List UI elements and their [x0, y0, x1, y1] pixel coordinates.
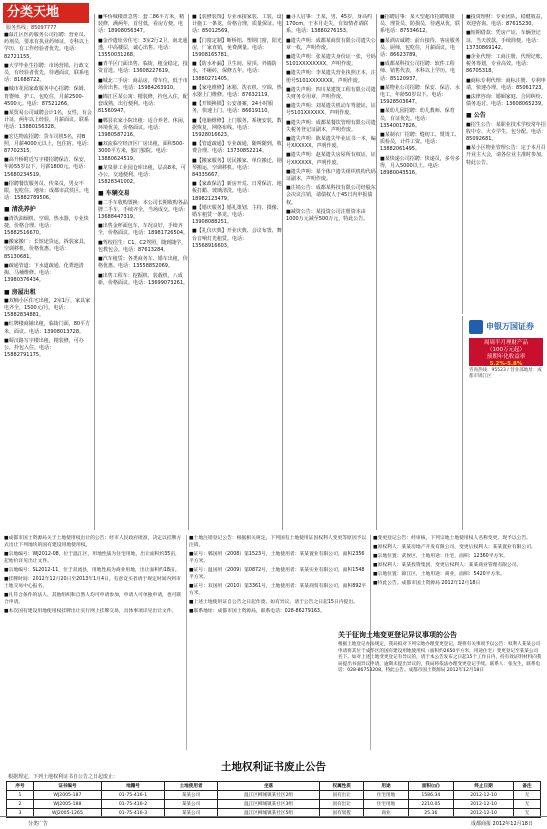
notice-paragraph: ■宗地编号：SL2012-11，位于双流县，用地性质为商业用地，出让面积约18亩。	[4, 568, 180, 573]
classified-item: ■【电脑维修】上门服务，系统安装，数据恢复，网络布线。电话：15928016623。	[192, 117, 282, 139]
notice-paragraph: ■特此公告。成都市国土资源局 2012年12月18日	[373, 581, 481, 586]
table-header-row	[7, 782, 541, 791]
classified-item: ■汽车租赁：各类商务车、婚车出租，价格优惠。电话：13558852069。	[98, 256, 188, 270]
classified-item: ■招生公告：某职业技术学校常年招收中专、大专学生，包分配。电话：85092681。	[466, 121, 547, 143]
classified-item: ■郫县农家小院出租：适合养老、休闲，环境优美，价格面议。电话：13980587216。	[98, 117, 188, 139]
classified-item: ■减资公告：某投资公司注册资本由1000万元减至500万元，特此公告。	[286, 208, 369, 223]
table-cell: 住宅用地	[364, 791, 408, 800]
notice-paragraph: ■证号：双国用（2010）第3361号，土地使用者：某某商贸有限公司，面积892平方米。	[189, 584, 367, 596]
classified-column-4	[282, 14, 376, 530]
table-cell: 无	[514, 800, 541, 809]
classified-item: ■出售金杯面包车，车况良好，手续齐全，价格面议。电话：18981726504。	[98, 223, 188, 237]
hotline: 服务热线：85097777	[6, 25, 57, 31]
classified-item: ■某酒店诚聘：前台接待、客房服务员、厨师，包吃住，月薪面议。电话：86623789。	[380, 37, 460, 59]
classified-item: ■城北二手房：商品房，带车位，低于市场价出售。电话：15984263910。	[98, 77, 188, 91]
classified-column-1	[4, 32, 92, 530]
classified-item: ■遗失声明：张某遗失身份证一张，号码5101XXXXXXXX，声明作废。	[286, 54, 376, 68]
classified-item: ■某快递公司招聘：快递员，多劳多得，月入5000以上。电话：18980043516。	[380, 155, 460, 177]
table-cell: 某某公司	[165, 800, 218, 809]
notice-paragraph: ■宗地位置：锦江区，土地用途：商业，面积：5420平方米。	[373, 572, 505, 577]
section-title: 分类天地	[3, 3, 89, 23]
classified-item: ■【开锁换锁】公安备案，24小时服务，快速上门。电话：86619110。	[192, 101, 274, 115]
notice-paragraph: ■联系地址：成都市国土资源局，联系电话：028-86279163。	[189, 609, 325, 614]
classified-item: ■红牌楼商铺出租，临街门面，80平方米，面议。电话：13908013728。	[4, 321, 91, 335]
section-heading: ■ 房屋出租	[4, 288, 36, 296]
ad-note: 咨询热线：95523 / 营业部地址：成都市锦江区	[469, 368, 542, 379]
table-cell: 3	[7, 809, 34, 818]
table-cell: 国有出让	[320, 800, 364, 809]
section-heading: ■ 车辆交易	[98, 190, 130, 198]
section-heading: ■ 公告	[466, 112, 486, 120]
table-header: 坐落	[218, 782, 320, 791]
classified-item: ■青羊区门面出售，临街，租金稳定，投资首选。电话：13608227619。	[98, 61, 188, 75]
table-cell: 1586.34	[408, 791, 453, 800]
change-notice-title: 关于征询土地变更登记异议事项的公告	[338, 631, 457, 639]
classified-item: ■清洗油烟机、空调、热水器，专业快捷，价格合理。电话：15882516670。	[4, 215, 89, 237]
classified-item: ■招聘餐饮服务员、传菜员，男女不限，包吃住。地址：成都市武侯区。电话：15882789506。	[4, 180, 90, 202]
notice-paragraph: ■土地注销登记公告：根据相关规定，下列国有土地使用证因权利人变更等原因予以注销。	[189, 536, 367, 548]
notice-paragraph: ■宗地编号：WJ2012-08，位于温江区，用地性质为住宅用地，出让面积约35亩，起始价详见出让文件。	[4, 552, 180, 564]
classified-item: ■招聘启事：某大型超市招聘收银员、理货员、防损员，待遇从优，联系电话：87534612。	[380, 14, 461, 35]
footer-section: 分类广告	[28, 821, 49, 827]
table-cell: 温江区柳城镇某社区3组	[218, 800, 320, 809]
classified-item: ■遗失声明：刘某遗失机动车驾驶证，证号5101XXXXXX，声明作废。	[286, 103, 376, 117]
table-cell: WJ2005-187	[33, 791, 101, 800]
classified-item: ■蜀汉路写字楼出租，精装修，可办公，拎包入住。电话：15882791175。	[4, 337, 84, 359]
brand-mark-icon	[469, 320, 483, 334]
table-cell: 01-75-416-3	[101, 809, 164, 818]
certificate-table	[6, 781, 541, 818]
classified-column-6	[462, 14, 547, 314]
classified-column-2	[94, 14, 188, 530]
table-header: 用途	[364, 782, 408, 791]
classified-item: ■某贸易公司诚聘会计1名，女性，有会计证，两年以上经验，月薪面议。联系电话：13880156328。	[4, 110, 92, 131]
page-footer	[0, 816, 547, 829]
classified-item: ■【装修装饰】专业承接家装、工装，设计施工一条龙，价格合理，质量保证。电话：85012569。	[192, 14, 282, 35]
table-header: 地籍号	[101, 782, 164, 791]
classified-item: ■遗失声明：赵某遗失房屋所有权证，证号XXXXXX，声明作废。	[286, 152, 376, 166]
classified-item: ■二手车收购置换：本公司长期收购各品牌二手车，手续齐全，当场成交。电话：13688447319。	[98, 199, 188, 221]
section-heading: ■ 清洗养护	[4, 206, 36, 214]
table-header: 权属性质	[320, 782, 364, 791]
footer-date: 成都商报 2012年12月18日	[470, 821, 533, 827]
table-cell: 某某公司	[165, 809, 218, 818]
classified-item: ■注销公告：成都某科技有限公司经股东会决议注销，请债权人于45日内申报债权。	[286, 185, 376, 206]
classified-item: ■投资理财：专业团队，稳健收益，欢迎咨询。电话：87615230。	[466, 14, 546, 28]
table-header: 序号	[7, 782, 34, 791]
ad-line-2: （100万元起）	[487, 347, 525, 353]
classified-item: ■【防水补漏】卫生间、屋顶、外墙防水，不砸砖，保修五年。电话：13880271405。	[192, 61, 277, 82]
classified-item: ■寻人启事：王某，男，45岁，身高约170cm，于本月走失，有知情者请联系。电话：13880276153。	[286, 14, 373, 35]
brand-name: 申银万国证券	[486, 322, 534, 331]
classified-item: ■【家政保洁】新房开荒、日常保洁、地板打蜡、玻璃清洗。电话：18982123479。	[192, 181, 282, 202]
classified-item: ■遗失声明：某个体户遗失组织机构代码证副本，声明作废。	[286, 168, 376, 183]
classified-item: ■金沙遗址旁住宅：3室2厅2卫，南北通透，中高楼层，诚心出售。电话：13550031268。	[98, 37, 188, 59]
notice-paragraph: ■本次国有建设用地使用权挂牌出让实行网上挂牌交易，具体事项详见出让文件。	[4, 609, 177, 614]
ad-banner	[469, 338, 543, 366]
classified-item: ■【管道疏通】专业疏通，随叫随到，收费合理。电话：13730852214。	[192, 141, 282, 155]
table-cell: 2012-12-10	[454, 791, 514, 800]
classified-item: ■锦江区某公寓：精装修，拎包入住，配套成熟，出行便利。电话：81560947。	[98, 94, 188, 115]
classified-item: ■大学毕业生招聘：市场营销、行政文员，有经验者优先，待遇面议，联系电话：81688722。	[4, 62, 90, 84]
table-header: 面积(㎡)	[408, 782, 453, 791]
classified-item: ■宏达物流招聘：货车司机5名，持B照，月薪4000元以上，包住宿。电话：87702315。	[4, 133, 92, 155]
table-cell: 温江区柳城镇某社区5组	[218, 809, 320, 818]
table-header: 土地使用者	[165, 782, 218, 791]
table-cell: 国有出让	[320, 791, 364, 800]
table-cell: 无	[514, 809, 541, 818]
table-header: 证书编号	[33, 782, 101, 791]
table-cell: 2210.05	[408, 800, 453, 809]
notice-paragraph: ■上述土地使用证自公告之日起作废，如有异议，请于公告之日起15日内提出。	[189, 600, 358, 605]
classified-item: ■短期借款：凭房产证、车辆登记证，当天放款，手续简便。电话：13730869142。	[466, 30, 542, 51]
notice-paragraph: ■凡符合条件的法人、其他组织和自然人均可申请参加，申请人可单独申请，也可联合申请。	[4, 593, 182, 605]
classified-item: ■遗失声明：李某遗失营业执照正本，注册号5101XXXXXXX，声明作废。	[286, 70, 376, 84]
classified-item: ■遗失声明：成都某商贸有限公司遗失公章一枚，声明作废。	[286, 37, 376, 51]
notice-paragraph: ■挂牌时间：2012年12月20日至2013年1月4日。有意竞买者请于规定时间内到市土地交易中心报名。	[4, 577, 181, 589]
table-cell: 1	[7, 791, 34, 800]
notice-paragraph: ■原权利人：某某投资集团，变更后权利人：某某商业管理有限公司。	[373, 563, 522, 568]
classified-item: ■商标专利代理：商标注册、专利申请，快速办理。电话：85061723。	[466, 77, 547, 91]
classified-item: ■搬家搬厂：长短途货运，拆装家具，空调移机，价格优惠。电话：85130681。	[4, 239, 89, 260]
classified-item: ■【家电维修】冰箱、洗衣机、空调、热水器上门维修。电话：87632119。	[192, 84, 282, 99]
table-cell: 01-75-416-2	[101, 800, 164, 809]
classified-item: ■成都某科技公司招聘：软件工程师、销售代表，本科以上学历。电话：85120937。	[380, 61, 456, 82]
classified-item: ■遗失声明：陈某遗失毕业证书一本，编号XXXXXX，声明作废。	[286, 136, 376, 150]
classified-item: ■某小区物业管理公告：定于本月召开业主大会，请各位业主准时参加。特此公告。	[466, 145, 547, 166]
classified-item: ■驾校招生：C1、C2驾照，随到随学，包教包会。电话：87613284。	[98, 239, 187, 253]
classified-item: ■城市花园家政服务中心招聘：保姆、育婴师、护工，包吃住，月薪2500-4500元。电话：87521266。	[4, 86, 89, 107]
table-header: 备注	[514, 782, 541, 791]
table-cell: 国有划拨	[320, 809, 364, 818]
classified-item: ■出售工程车：挖掘机、装载机，八成新，价格面议。电话：13699073261。	[98, 272, 188, 286]
notice-paragraph: ■原权利人：某某房地产开发有限公司，变更后权利人：某某置业有限公司。	[373, 545, 536, 550]
classified-item: ■华侨城楼盘急售：套二86平方米，精装修，满两年，首付低，看房方便。电话：18908056347。	[98, 14, 185, 35]
ad-line-3: 预期年化收益率	[486, 354, 526, 360]
table-cell: 住宅用地	[364, 800, 408, 809]
classified-item: ■遗失声明：四川某建筑工程有限公司遗失财务专用章，声明作废。	[286, 86, 376, 101]
ad-line-1: 周周半月理财产品	[483, 340, 528, 346]
table-cell: 2012-12-10	[454, 809, 514, 818]
change-notice-body: 根据土地登记办法规定，我局拟对下列宗地办理变更登记，现将有关事项予以公告：权利人某某公司申请将其位于成华区的国有建设用地使用权（面积约2650平方米，用途住宅）变更登记至某某公司名下。如对上述土地变更登记有异议的，请于本公告发布之日起15个工作日内，持有效证明材料向我局提出书面异议申请，逾期未提出异议的，我局将依法办理变更登记手续。联系人：张先生，联系电话：028-86753208。特此公告。成都市国土资源局 2012年12月18日	[338, 642, 542, 674]
ad-rate: 5.2%-5.8%	[489, 361, 523, 367]
announcement-intro: 根据规定，下列土地权利证书自公告之日起废止：	[8, 774, 119, 780]
classified-column-3	[188, 14, 282, 530]
classified-item: ■【门窗定制】断桥铝、塑钢门窗，阳光房，厂家直销，免费测量。电话：15908165781。	[192, 37, 282, 59]
notice-paragraph: ■成都市国土资源局关于土地使用权出让的公告：经市人民政府批准，决定以挂牌方式出让下列地块的国有建设用地使用权。	[4, 536, 182, 548]
table-cell: 2	[7, 800, 34, 809]
classified-item: ■疏通管道：下水道疏通、化粪池清掏、马桶维修。电话：13980376434。	[4, 262, 84, 284]
announcement-title: 土地权利证书废止公告	[221, 761, 326, 773]
notice-paragraph: ■宗地位置：武侯区，土地用途：住宅，面积：12360平方米。	[373, 554, 508, 559]
classified-item: ■法律咨询：婚姻家庭、合同纠纷、债务追讨。电话：13608065239。	[466, 94, 546, 108]
classified-column-5	[376, 14, 462, 530]
classified-item: ■某幼儿园招聘：幼儿教师、保育员，有证优先。电话：13540017826。	[380, 108, 455, 129]
table-cell: WJ2005-188	[33, 800, 101, 809]
table-row	[7, 791, 541, 800]
classified-item: ■高升桥附近写字楼招聘保洁、保安，年龄55岁以下，月薪1800元。电话：15680234519。	[4, 157, 89, 178]
table-cell: 2012-12-10	[454, 800, 514, 809]
classified-item: ■【婚庆服务】婚礼策划、主持、摄像、婚车租赁一条龙。电话：13908088251。	[192, 204, 282, 226]
notice-paragraph: ■证号：郫国用（2008）第1523号，土地使用者：某某置业有限公司，面积2356平方米。	[189, 552, 365, 564]
table-cell: 商业	[364, 809, 408, 818]
classified-item: ■遗失声明：成都某餐饮管理有限公司遗失税务登记证副本，声明作废。	[286, 119, 376, 133]
table-cell: 01-75-416-1	[101, 791, 164, 800]
classified-item: ■某物业公司招聘：保安、保洁、水电工，年龄50岁以下。电话：15928503647。	[380, 84, 460, 106]
table-header: 终止日期	[454, 782, 514, 791]
table-cell: WJ2005-1265	[33, 809, 101, 818]
classified-item: ■【搬家服务】居民搬家、单位搬迁，钢琴搬运，空调移机。电话：84335667。	[192, 157, 282, 179]
table-row	[7, 800, 541, 809]
classified-item: ■【礼仪庆典】开业庆典、会议布置、舞台音响灯光租赁。电话：13568916603。	[192, 228, 282, 249]
classified-item: ■企业代理：工商注册、代理记账、税务筹划，专业高效。电话：86705318。	[466, 54, 546, 75]
classified-item: ■龙泉驿工业园仓库出租，层高8米，可办公，交通便利。电话：15828341002。	[98, 164, 186, 186]
brand-logo	[469, 318, 543, 336]
table-cell: 温江区柳城镇某社区2组	[218, 791, 320, 800]
table-cell: 某某公司	[165, 791, 218, 800]
classified-item: ■双楠小区住宅出租，2室1厅，家具家电齐全，1500元/月。电话：15882834881。	[4, 297, 91, 319]
classified-item: ■某制衣厂招聘：缝纫工、熨烫工、质检员，计件工资。电话：13882061495。	[380, 132, 460, 153]
notice-paragraph: ■证号：温国用（2009）第0872号，土地使用者：某某实业有限公司，面积1548平方米。	[189, 568, 365, 580]
table-cell: 无	[514, 791, 541, 800]
classified-item: ■双流临空经济区厂房出租，面积500-3000平方米，独门独院。电话：13880624519。	[98, 141, 185, 162]
table-cell: 25.36	[408, 809, 453, 818]
securities-advertisement	[462, 316, 545, 530]
notice-paragraph: ■变更登记公告：经审核，下列宗地土地使用权人名称变更，现予以公告。	[373, 536, 532, 541]
classified-item: ■温江区医药服务公司招聘：营业员、药剂员，要求有执业药师证，专科以上学历，有工作经验者优先。电话：82721155。	[4, 32, 90, 60]
land-notice-column-1	[4, 535, 182, 750]
